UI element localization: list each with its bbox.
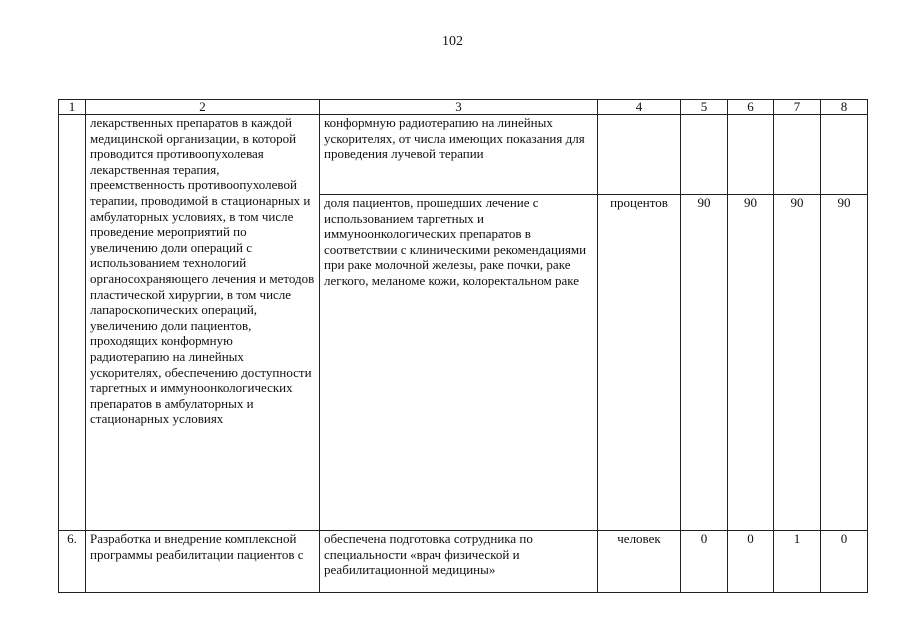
header-col-6: 6 — [728, 100, 774, 115]
header-col-2: 2 — [86, 100, 320, 115]
measures-table — [58, 99, 868, 593]
header-row — [59, 100, 868, 115]
value-prev-5 — [681, 115, 728, 195]
header-col-3: 3 — [320, 100, 598, 115]
header-col-8: 8 — [821, 100, 868, 115]
indicator-prev: конформную радиотерапию на линейных ускорителях, от числа имеющих показания для проведения лучевой терапии — [320, 115, 598, 195]
row6-unit: человек — [598, 531, 681, 593]
row6-value-7: 1 — [774, 531, 821, 593]
value-prev-6 — [728, 115, 774, 195]
page-number: 102 — [442, 34, 463, 49]
value-prev-8 — [821, 115, 868, 195]
row6-value-6: 0 — [728, 531, 774, 593]
row6-number: 6. — [59, 531, 86, 593]
header-col-7: 7 — [774, 100, 821, 115]
row6-value-8: 0 — [821, 531, 868, 593]
indicator-text: доля пациентов, прошедших лечение с использованием таргетных и иммуноонкологических препаратов в соответствии с клиническими рекомендациями при раке молочной железы, раке почки, раке легкого, меланоме кожи, колоректальном раке — [320, 195, 598, 531]
row6-measure: Разработка и внедрение комплексной программы реабилитации пациентов с — [86, 531, 320, 593]
header-col-4: 4 — [598, 100, 681, 115]
row6-indicator: обеспечена подготовка сотрудника по специальности «врач физической и реабилитационной медицины» — [320, 531, 598, 593]
indicator-value-7: 90 — [774, 195, 821, 531]
table-row — [59, 531, 868, 593]
header-col-1: 1 — [59, 100, 86, 115]
unit-prev-cell — [598, 115, 681, 195]
continuation-num-cell — [59, 115, 86, 531]
row6-value-5: 0 — [681, 531, 728, 593]
header-col-5: 5 — [681, 100, 728, 115]
measure-description: лекарственных препаратов в каждой медицинской организации, в которой проводится противоопухолевая лекарственная терапия, преемственность противоопухолевой терапии, проводимой в стационарных и амбулаторных условиях, в том числе проведение мероприятий по увеличению доли операций с использованием технологий органосохраняющего лечения и методов пластической хирургии, в том числе лапароскопических операций, увеличению доли пациентов, проходящих конформную радиотерапию на линейных ускорителях, обеспечению доступности таргетных и иммуноонкологических препаратов в амбулаторных и стационарных условиях — [86, 115, 320, 531]
indicator-value-5: 90 — [681, 195, 728, 531]
value-prev-7 — [774, 115, 821, 195]
indicator-value-6: 90 — [728, 195, 774, 531]
table-row — [59, 115, 868, 195]
indicator-value-8: 90 — [821, 195, 868, 531]
indicator-unit: процентов — [598, 195, 681, 531]
